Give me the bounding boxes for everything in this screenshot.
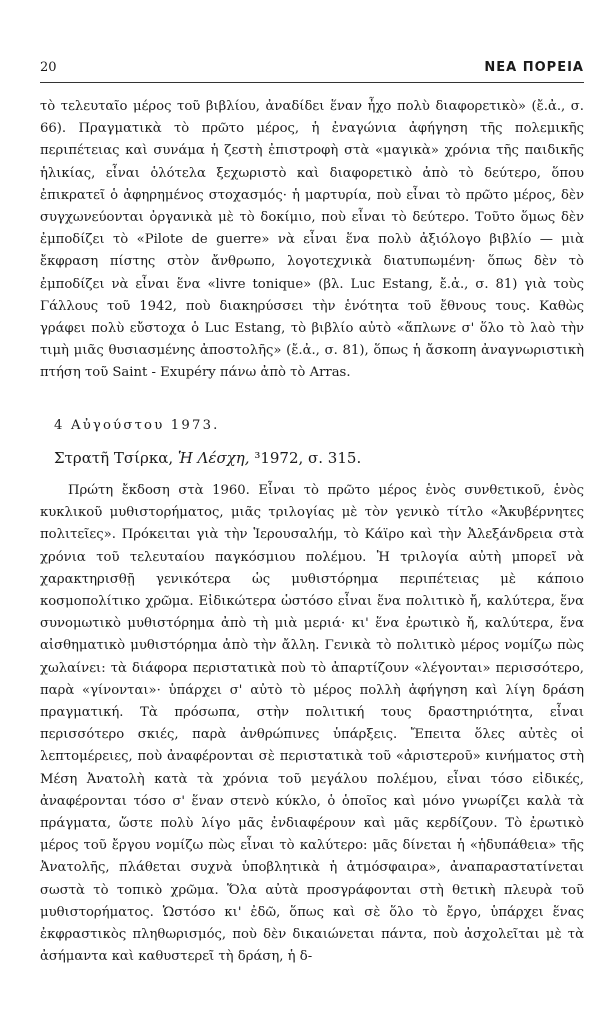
review-closing-paragraph: τὸ τελευταῖο μέρος τοῦ βιβλίου, ἀναδίδει ἕναν ἦχο πολὺ διαφορετικὸ» (ἔ.ἀ., σ. 66). Πραγματικὰ τὸ πρῶτο μέρος, ἡ ἐναγώνια ἀφήγηση τῆς πολεμικῆς περιπέτειας καὶ συνάμα ἡ ζεστὴ ἐπιστροφὴ στὰ «μαγικὰ» χρόνια τῆς παιδικῆς ἡλικίας, εἶναι ὁλότελα ξεχωριστὸ καὶ διαφορετικὸ ἀπὸ τὸ δεύτερο, ὅπου ἐπικρατεῖ ὁ ἀφηρημένος στοχασμός· ἡ μαρτυρία, ποὺ εἶναι τὸ πρῶτο μέρος, δὲν συγχωνεύονται ὀργανικὰ μὲ τὸ δοκίμιο, ποὺ εἶναι τὸ δεύτερο. Τοῦτο ὅμως δὲν ἐμποδίζει τὸ «Pilote de guerre» νὰ εἶναι ἕνα πολὺ ἀξιόλογο βιβλίο — μιὰ ἔκφραση πίστης στὸν ἄνθρωπο, λογοτεχνικὰ διατυπωμένη· ὅπως δὲν τὸ ἐμποδίζει νὰ εἶναι ἕνα «livre tonique» (βλ. Luc Estang, ἔ.ἀ., σ. 81) γιὰ τοὺς Γάλλους τοῦ 1942, ποὺ διακηρύσσει τὴν ἑνότητα τοῦ ἔθνους τους. Καθὼς γράφει πολὺ εὔστοχα ὁ Luc Estang, τὸ βιβλίο αὐτὸ «ἅπλωνε σ' ὅλο τὸ λαὸ τὴν τιμὴ μιᾶς θυσιασμένης ἀποστολῆς» (ἔ.ἀ., σ. 81), ὅπως ἡ ἄσκοπη ἀναγνωριστικὴ πτήση τοῦ Saint - Exupéry πάνω ἀπὸ τὸ Arras. — [40, 99, 584, 381]
entry-date: 4 Αὐγούστου 1973. — [54, 418, 220, 433]
citation-title: Ἡ Λέσχη, — [177, 449, 250, 467]
citation-author: Στρατῆ Τσίρκα, — [54, 449, 174, 467]
page-header — [40, 60, 584, 83]
citation-edition: ³1972, σ. 315. — [254, 449, 362, 467]
entry-citation — [54, 448, 361, 468]
running-title: ΝΕΑ ΠΟΡΕΙΑ — [484, 60, 584, 75]
page-number: 20 — [40, 60, 57, 75]
entry-body-paragraph: Πρώτη ἔκδοση στὰ 1960. Εἶναι τὸ πρῶτο μέρος ἑνὸς συνθετικοῦ, ἑνὸς κυκλικοῦ μυθιστορήματος, μιᾶς τριλογίας μὲ τὸν γενικὸ τίτλο «Ἀκυβέρνητες πολιτεῖες». Πρόκειται γιὰ τὴν Ἱερουσαλήμ, τὸ Κάϊρο καὶ τὴν Ἀλεξάνδρεια στὰ χρόνια τοῦ τελευταίου παγκόσμιου πολέμου. Ἡ τριλογία αὐτὴ μπορεῖ νὰ χαρακτηρισθῇ γενικότερα ὡς μυθιστόρημα περιπέτειας μὲ κάποιο κοσμοπολίτικο χρῶμα. Εἰδικώτερα ὡστόσο εἶναι ἕνα πολιτικὸ ἤ, καλύτερα, ἕνα συνομωτικὸ μυθιστόρημα ἀπὸ τὴ μιὰ μεριά· κι' ἕνα ἐρωτικὸ ἤ, καλύτερα, ἕνα αἰσθηματικὸ μυθιστόρημα ἀπὸ τὴν ἄλλη. Γενικὰ τὸ πολιτικὸ μέρος νομίζω πὼς χωλαίνει: τὰ διάφορα περιστατικὰ ποὺ τὸ ἀπαρτίζουν «λέγονται» περισσότερο, παρὰ «γίνονται»· ὑπάρχει σ' αὐτὸ τὸ μέρος πολλὴ ἀφήγηση καὶ λίγη δράση πραγματική. Τὰ πρόσωπα, στὴν πολιτική τους δραστηριότητα, εἶναι περισσότερο σκιές, παρὰ ἀνθρώπινες ὑπάρξεις. Ἔπειτα ὅλες αὐτὲς οἱ λεπτομέρειες, ποὺ ἀναφέρονται σὲ περιστατικὰ τοῦ «ἀριστεροῦ» κινήματος στὴ Μέση Ἀνατολὴ κατὰ τὰ χρόνια τοῦ μεγάλου πολέμου, εἶναι τόσο εἰδικές, ἀναφέρονται τόσο σ' ἕναν στενὸ κύκλο, ὁ ὁποῖος καὶ μόνο γνωρίζει καλὰ τὰ πράγματα, ὥστε πολὺ λίγο μᾶς ἐνδιαφέρουν καὶ μᾶς κερδίζουν. Τὸ ἐρωτικὸ μέρος τοῦ ἔργου νομίζω πὼς εἶναι τὸ καλύτερο: μᾶς δίνεται ἡ «ἡδυπάθεια» τῆς Ἀνατολῆς, πλάθεται συχνὰ ὑποβλητικὰ ἡ ἀτμόσφαιρα», ἀναπαραστατίνεται σωστὰ τὸ τοπικὸ χρῶμα. Ὅλα αὐτὰ προσγράφονται στὴ θετικὴ πλευρὰ τοῦ μυθιστορήματος. Ὡστόσο κι' ἐδῶ, ὅπως καὶ σὲ ὅλο τὸ ἔργο, ὑπάρχει ἕνας ἐκφραστικὸς πληθωρισμός, ποὺ δὲν δικαιώνεται πάντα, ποὺ ἀσχολεῖται μὲ τὰ ἀσήμαντα καὶ καθυστερεῖ τὴ δράση, ἡ δ- — [40, 483, 584, 965]
